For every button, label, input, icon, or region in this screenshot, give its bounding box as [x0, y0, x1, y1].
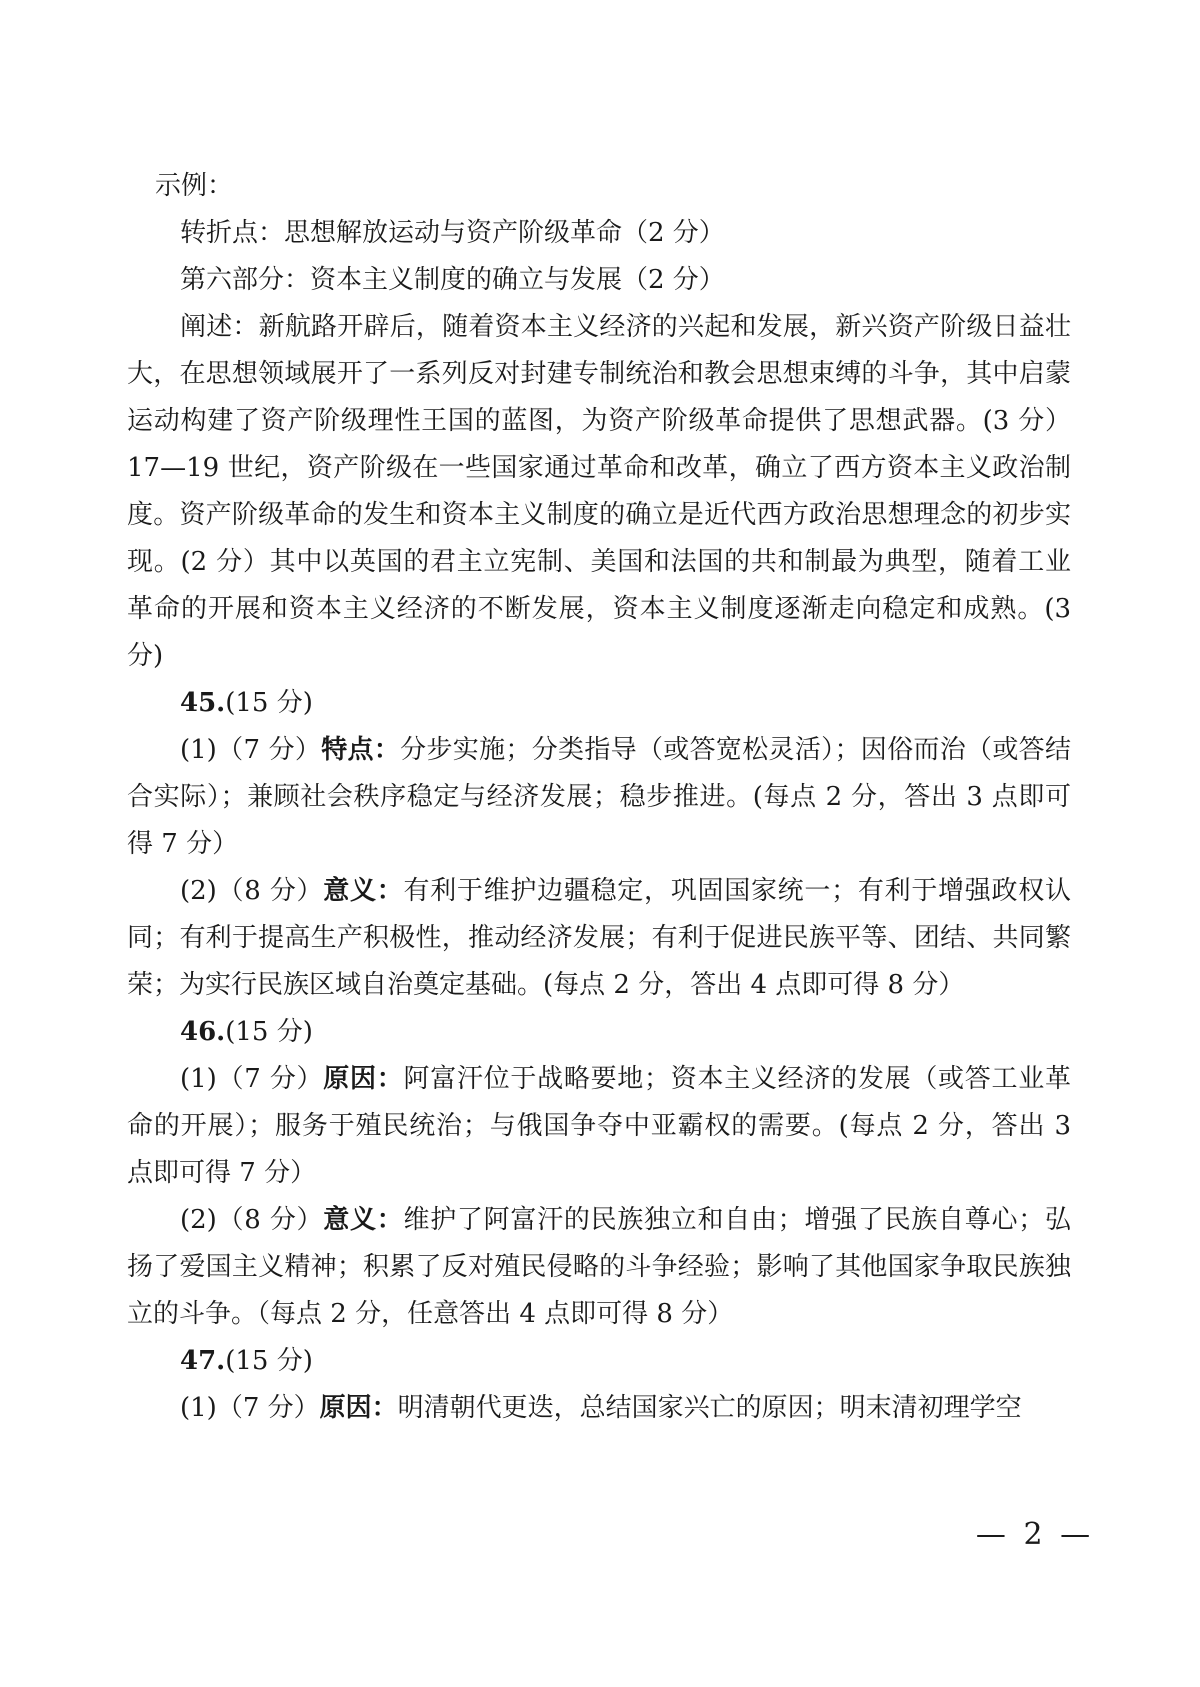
part-prefix: (1)（7 分）	[180, 1393, 320, 1423]
part-text: 阿富汗位于战略要地；资本主义经济的发展（或答工业革命的开展）；服务于殖民统治；与俄国争夺中亚霸权的需要。(每点 2 分，答出 3 点即可得 7 分）	[127, 1064, 1071, 1188]
part-label: 原因：	[323, 1064, 404, 1094]
page-number: — 2 —	[975, 1517, 1095, 1552]
question-score: (15 分)	[225, 1017, 313, 1047]
answer-content	[127, 163, 1071, 1432]
question-number: 47.	[180, 1346, 226, 1376]
part-label: 特点：	[321, 735, 401, 765]
question-number: 45.	[180, 688, 226, 718]
part-label: 意义：	[323, 876, 404, 906]
question-number: 46.	[180, 1017, 226, 1047]
elaboration-paragraph: 阐述：新航路开辟后，随着资本主义经济的兴起和发展，新兴资产阶级日益壮大，在思想领域展开了一系列反对封建专制统治和教会思想束缚的斗争，其中启蒙运动构建了资产阶级理性王国的蓝图，为资产阶级革命提供了思想武器。(3 分）17—19 世纪，资产阶级在一些国家通过革命和改革，确立了西方资本主义政治制度。资产阶级革命的发生和资本主义制度的确立是近代西方政治思想理念的初步实现。(2 分）其中以英国的君主立宪制、美国和法国的共和制最为典型，随着工业革命的开展和资本主义经济的不断发展，资本主义制度逐渐走向稳定和成熟。(3 分)	[127, 312, 1071, 671]
question-47-heading	[127, 1338, 1071, 1385]
question-46-part-2	[127, 1197, 1071, 1338]
question-45-heading	[127, 680, 1071, 727]
question-45-part-2	[127, 868, 1071, 1009]
part-text: 有利于维护边疆稳定，巩固国家统一；有利于增强政权认同；有利于提高生产积极性，推动经济发展；有利于促进民族平等、团结、共同繁荣；为实行民族区域自治奠定基础。(每点 2 分，答出 4 点即可得 8 分）	[127, 876, 1071, 1000]
part-label: 意义：	[323, 1205, 404, 1235]
question-45-part-1	[127, 727, 1071, 868]
part-prefix: (2)（8 分）	[180, 876, 324, 906]
question-46-part-1	[127, 1056, 1071, 1197]
part-prefix: (1)（7 分）	[180, 735, 322, 765]
part-label: 原因：	[319, 1393, 398, 1423]
part-text: 分步实施；分类指导（或答宽松灵活）；因俗而治（或答结合实际）；兼顾社会秩序稳定与经济发展；稳步推进。(每点 2 分，答出 3 点即可得 7 分）	[127, 735, 1071, 859]
turning-point: 转折点：思想解放运动与资产阶级革命（2 分）	[180, 218, 725, 248]
part-prefix: (2)（8 分）	[180, 1205, 324, 1235]
part-text: 维护了阿富汗的民族独立和自由；增强了民族自尊心；弘扬了爱国主义精神；积累了反对殖民侵略的斗争经验；影响了其他国家争取民族独立的斗争。（每点 2 分，任意答出 4 点即可得 8 分）	[127, 1205, 1071, 1329]
question-score: (15 分)	[225, 688, 313, 718]
part-six: 第六部分：资本主义制度的确立与发展（2 分）	[180, 265, 725, 295]
example-label: 示例：	[155, 171, 234, 201]
part-text: 明清朝代更迭，总结国家兴亡的原因；明末清初理学空	[397, 1393, 1022, 1423]
question-47-part-1	[127, 1385, 1071, 1432]
part-prefix: (1)（7 分）	[180, 1064, 324, 1094]
question-score: (15 分)	[225, 1346, 313, 1376]
question-46-heading	[127, 1009, 1071, 1056]
